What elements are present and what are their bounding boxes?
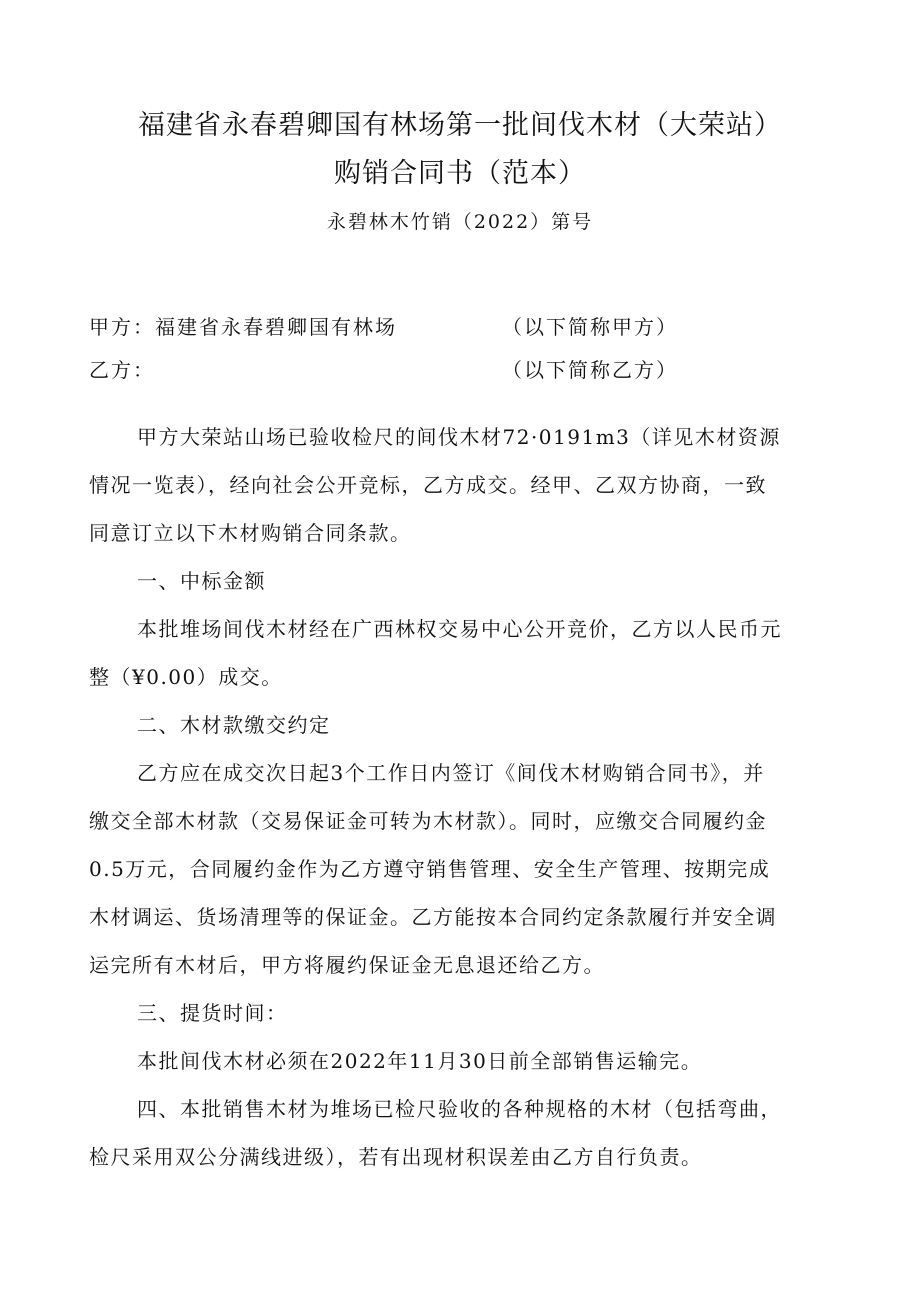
body-line: 乙方应在成交次日起3个工作日内签订《间伐木材购销合同书》，并 (137, 761, 765, 785)
body-line: 运完所有木材后，甲方将履约保证金无息退还给乙方。 (89, 953, 605, 977)
body-line: 木材调运、货场清理等的保证金。乙方能按本合同约定条款履行并安全调 (89, 905, 777, 929)
party-b (89, 354, 678, 383)
party-b-label: 乙方： (89, 358, 155, 382)
section-heading: 三、提货时间： (137, 1001, 288, 1025)
party-b-note: （以下简称乙方） (502, 358, 678, 382)
section-heading: 二、木材款缴交约定 (137, 713, 331, 737)
body-line: 本批堆场间伐木材经在广西林权交易中心公开竞价，乙方以人民币元 (137, 617, 782, 641)
section-heading: 一、中标金额 (137, 569, 266, 593)
party-a-note: （以下简称甲方） (502, 315, 678, 339)
body-line: 检尺采用双公分满线进级），若有出现材积误差由乙方自行负责。 (89, 1145, 703, 1169)
document-title-line1: 福建省永春碧卿国有林场第一批间伐木材（大荣站） (138, 110, 782, 141)
document-number: 永碧林木竹销（2022）第号 (326, 211, 594, 233)
body-line: 缴交全部木材款（交易保证金可转为木材款）。同时，应缴交合同履约金 (89, 809, 767, 833)
body-line: 四、本批销售木材为堆场已检尺验收的各种规格的木材（包括弯曲， (137, 1097, 782, 1121)
document-title-line2: 购销合同书（范本） (334, 158, 586, 189)
body-line: 0.5万元，合同履约金作为乙方遵守销售管理、安全生产管理、按期完成 (89, 857, 771, 881)
body-line: 情况一览表），经向社会公开竞标，乙方成交。经甲、乙双方协商，一致 (89, 473, 767, 497)
body-line: 同意订立以下木材购销合同条款。 (89, 521, 412, 545)
party-a-label: 甲方：福建省永春碧卿国有林场 (89, 315, 397, 339)
body-line: 甲方大荣站山场已验收检尺的间伐木材72·0191m3（详见木材资源 (137, 425, 781, 449)
body-line: 本批间伐木材必须在2022年11月30日前全部销售运输完。 (137, 1049, 703, 1073)
party-a (89, 311, 678, 340)
body-line: 整（¥0.00）成交。 (89, 665, 283, 689)
